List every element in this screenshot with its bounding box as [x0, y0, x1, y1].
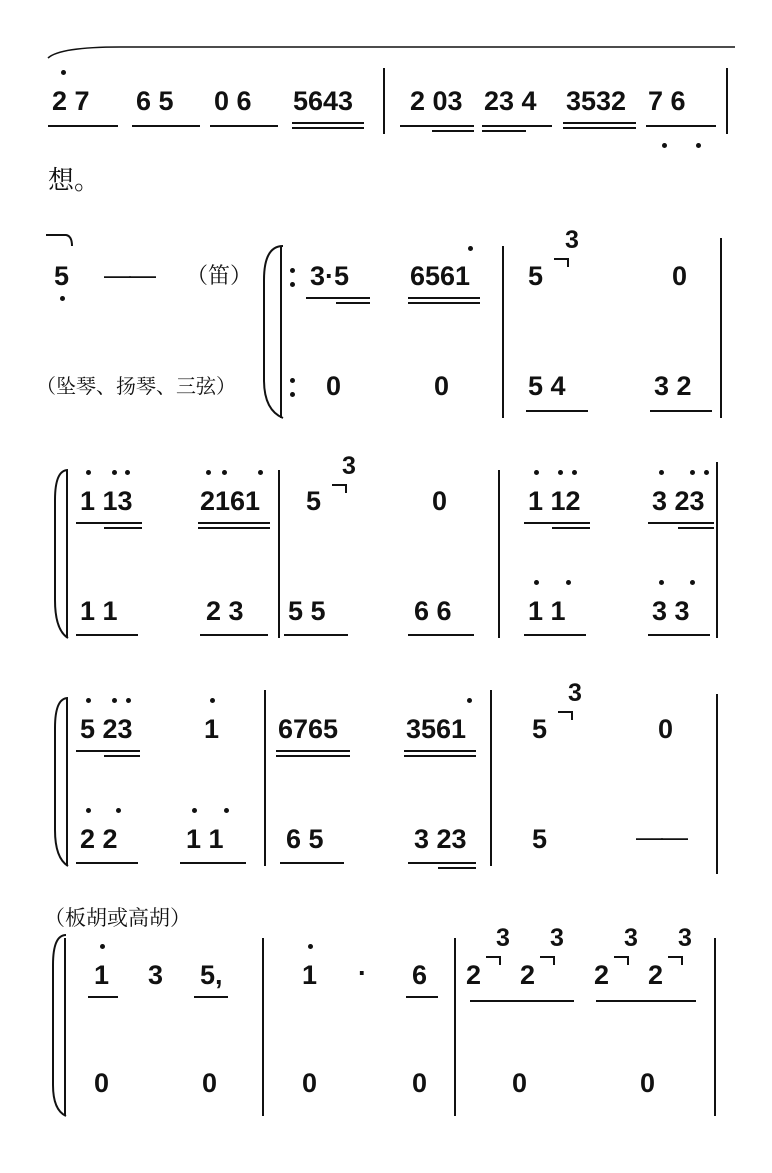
- underline: [280, 862, 344, 864]
- underline: [650, 410, 712, 412]
- note-group: 5643: [293, 86, 354, 116]
- repeat-dot: [290, 378, 295, 383]
- dot-high: [558, 470, 563, 475]
- note-group: 5 4: [528, 371, 566, 401]
- note-group: 6 5: [286, 824, 324, 854]
- dot-high: [210, 698, 215, 703]
- underline: [646, 125, 716, 127]
- note-group: 3: [148, 960, 164, 990]
- bar-line: [716, 462, 718, 638]
- note-group: 0: [512, 1068, 528, 1098]
- underline: [678, 527, 714, 529]
- underline: [438, 867, 476, 869]
- underline: [76, 522, 142, 524]
- underline: [406, 996, 438, 998]
- dot-high: [86, 698, 91, 703]
- bar-line: [383, 68, 385, 134]
- note-group: 3561: [406, 714, 467, 744]
- dot-high: [222, 470, 227, 475]
- underline: [198, 527, 270, 529]
- instrument-label-banhu: （板胡或高胡）: [44, 906, 191, 930]
- underline: [88, 996, 118, 998]
- bar-line: [490, 690, 492, 866]
- grace-mark: [332, 484, 347, 493]
- instrument-label-strings: （坠琴、扬琴、三弦）: [36, 374, 236, 398]
- underline: [292, 122, 364, 124]
- dot-low: [662, 143, 667, 148]
- system-start-bar: [66, 698, 68, 866]
- note-group: 0: [434, 371, 450, 401]
- bar-line: [498, 470, 500, 638]
- underline: [306, 297, 370, 299]
- dot-high: [534, 580, 539, 585]
- dot-high: [192, 808, 197, 813]
- dot-high: [704, 470, 709, 475]
- note-group: 5: [532, 824, 548, 854]
- dot-high: [112, 698, 117, 703]
- underline: [276, 750, 350, 752]
- underline: [292, 127, 364, 129]
- note-group: 1 12: [528, 486, 581, 516]
- underline: [408, 297, 480, 299]
- underline: [648, 634, 710, 636]
- underline: [482, 125, 552, 127]
- dot-high: [116, 808, 121, 813]
- note-group: 1 1: [528, 596, 566, 626]
- dot-high: [572, 470, 577, 475]
- extension-dash: ——: [636, 822, 686, 852]
- note-group: 5: [306, 486, 322, 516]
- dot-high: [206, 470, 211, 475]
- slur-system2: [46, 235, 72, 246]
- dot-high: [308, 944, 313, 949]
- grace-note: 3: [568, 679, 582, 707]
- grace-note: 3: [565, 226, 579, 254]
- note-group: ·: [358, 958, 367, 988]
- underline: [48, 125, 118, 127]
- bar-line: [716, 694, 718, 874]
- note-group: 5 5: [288, 596, 326, 626]
- underline: [563, 127, 636, 129]
- note-group: 2 7: [52, 86, 90, 116]
- bar-line: [262, 938, 264, 1116]
- underline: [76, 862, 138, 864]
- bar-line: [720, 238, 722, 418]
- note-group: 1: [204, 714, 220, 744]
- dot-high: [86, 470, 91, 475]
- note-group: 2: [648, 960, 664, 990]
- dot-high: [112, 470, 117, 475]
- underline: [432, 130, 474, 132]
- underline: [524, 522, 590, 524]
- grace-mark: [614, 956, 629, 965]
- dot-high: [690, 580, 695, 585]
- bar-line: [264, 690, 266, 866]
- underline: [470, 1000, 574, 1002]
- note-group: 3532: [566, 86, 627, 116]
- dot-high: [468, 246, 473, 251]
- repeat-dot: [290, 392, 295, 397]
- note-group: 5,: [200, 960, 223, 990]
- note-group: 3 23: [652, 486, 705, 516]
- underline: [596, 1000, 696, 1002]
- note-group: 3 2: [654, 371, 692, 401]
- note-group: 0: [302, 1068, 318, 1098]
- bar-line: [278, 470, 280, 638]
- grace-note: 3: [624, 924, 638, 952]
- note-group: 6 5: [136, 86, 174, 116]
- underline: [404, 750, 476, 752]
- underline: [76, 634, 138, 636]
- bar-line: [502, 246, 504, 418]
- note-group: 1: [94, 960, 110, 990]
- dot-high: [534, 470, 539, 475]
- note-group: 0: [412, 1068, 428, 1098]
- dot-high: [566, 580, 571, 585]
- note-group: 0 6: [214, 86, 252, 116]
- dot-high: [126, 698, 131, 703]
- note-group: 6 6: [414, 596, 452, 626]
- underline: [210, 125, 278, 127]
- underline: [404, 755, 476, 757]
- grace-note: 3: [496, 924, 510, 952]
- underline: [104, 527, 142, 529]
- note-group: 1 1: [186, 824, 224, 854]
- note-group: 23 4: [484, 86, 537, 116]
- note-group: 2161: [200, 486, 261, 516]
- note-group: 0: [672, 261, 688, 291]
- repeat-dot: [290, 268, 295, 273]
- note-group: 2 03: [410, 86, 463, 116]
- repeat-bar-thick: [280, 246, 282, 418]
- lyric: 想。: [48, 166, 101, 196]
- underline: [482, 130, 526, 132]
- bar-line: [714, 938, 716, 1116]
- note-group: 6: [412, 960, 428, 990]
- underline: [526, 410, 588, 412]
- note-group: 5 23: [80, 714, 133, 744]
- underline: [648, 522, 714, 524]
- underline: [408, 302, 480, 304]
- dot-high: [86, 808, 91, 813]
- dot-high: [690, 470, 695, 475]
- note-group: 3 3: [652, 596, 690, 626]
- note-group: 0: [94, 1068, 110, 1098]
- grace-mark: [540, 956, 555, 965]
- note-group: 1: [302, 960, 318, 990]
- instrument-label-flute: （笛）: [186, 264, 253, 289]
- grace-note: 3: [678, 924, 692, 952]
- note-group: 0: [432, 486, 448, 516]
- note-group: 2: [466, 960, 482, 990]
- slur-system1: [48, 47, 735, 58]
- dot-high: [100, 944, 105, 949]
- grace-note: 3: [550, 924, 564, 952]
- note-group: 6765: [278, 714, 339, 744]
- note-group: 0: [326, 371, 342, 401]
- note-group: 2: [594, 960, 610, 990]
- underline: [276, 755, 350, 757]
- underline: [194, 996, 228, 998]
- note-group: 2 2: [80, 824, 118, 854]
- note-group: 5: [528, 261, 544, 291]
- dot-low: [696, 143, 701, 148]
- note-group: 0: [658, 714, 674, 744]
- grace-mark: [668, 956, 683, 965]
- dot-high: [258, 470, 263, 475]
- system-start-bar: [64, 938, 66, 1116]
- underline: [284, 634, 348, 636]
- dot-high: [125, 470, 130, 475]
- bar-line: [726, 68, 728, 134]
- note-group: 7 6: [648, 86, 686, 116]
- underline: [524, 634, 586, 636]
- dot-high: [61, 70, 66, 75]
- dot-low: [60, 296, 65, 301]
- underline: [336, 302, 370, 304]
- underline: [198, 522, 270, 524]
- underline: [132, 125, 200, 127]
- grace-mark: [558, 711, 573, 720]
- repeat-dot: [290, 282, 295, 287]
- lead-note: 5: [54, 261, 70, 291]
- note-group: 5: [532, 714, 548, 744]
- dot-high: [467, 698, 472, 703]
- extension-dash: ——: [104, 260, 154, 290]
- dot-high: [659, 580, 664, 585]
- note-group: 1 13: [80, 486, 133, 516]
- underline: [563, 122, 636, 124]
- underline: [400, 125, 474, 127]
- underline: [408, 862, 476, 864]
- underline: [552, 527, 590, 529]
- underline: [104, 755, 140, 757]
- grace-mark: [554, 258, 569, 267]
- note-group: 2 3: [206, 596, 244, 626]
- note-group: 1 1: [80, 596, 118, 626]
- underline: [408, 634, 474, 636]
- system-start-bar: [66, 470, 68, 638]
- bar-line: [454, 938, 456, 1116]
- note-group: 0: [202, 1068, 218, 1098]
- note-group: 2: [520, 960, 536, 990]
- dot-high: [659, 470, 664, 475]
- note-group: 3·5: [310, 261, 350, 291]
- note-group: 0: [640, 1068, 656, 1098]
- underline: [76, 750, 140, 752]
- note-group: 6561: [410, 261, 471, 291]
- dot-high: [224, 808, 229, 813]
- note-group: 3 23: [414, 824, 467, 854]
- underline: [180, 862, 246, 864]
- underline: [200, 634, 268, 636]
- grace-mark: [486, 956, 501, 965]
- grace-note: 3: [342, 452, 356, 480]
